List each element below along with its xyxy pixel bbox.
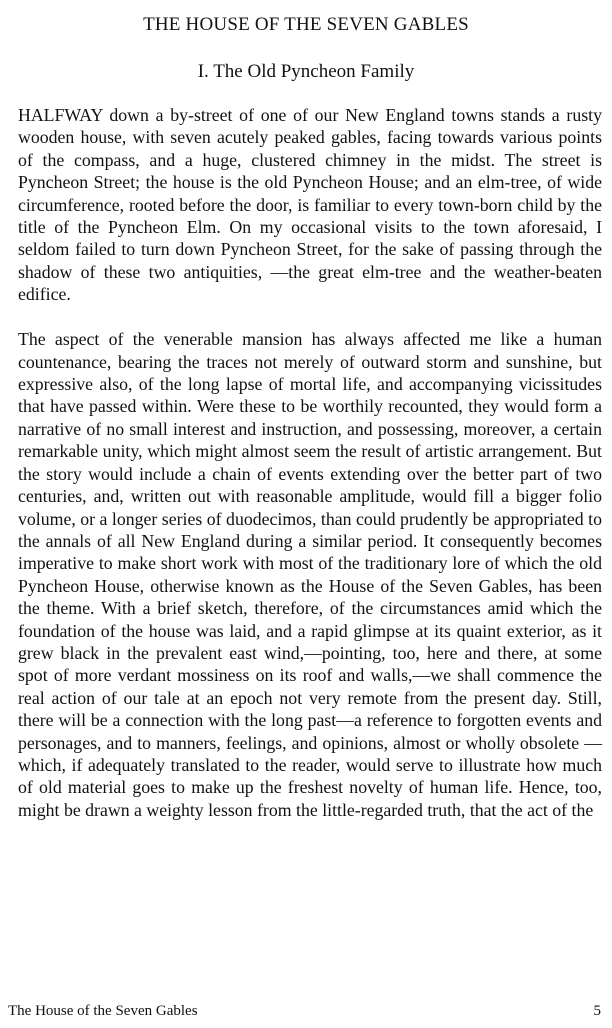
paragraph-2: The aspect of the venerable mansion has always affected me like a human countenance, bearing the traces not merely of outward storm and sunshine, but expressive also, of the long lapse of mortal life, and accompanying vicissitudes that have passed within. Were these to be worthily recounted, they would form a narrative of no small interest and instruction, and possessing, moreover, a certain remarkable unity, which might almost seem the result of artistic arrangement. But the story would include a chain of events extending over the better part of two centuries, and, written out with reasonable amplitude, would fill a bigger folio volume, or a longer series of duodecimos, than could prudently be appropriated to the annals of all New England during a similar period. It consequently becomes imperative to make short work with most of the traditionary lore of which the old Pyncheon House, otherwise known as the House of the Seven Gables, has been the theme. With a brief sketch, therefore, of the circumstances amid which the foundation of the house was laid, and a rapid glimpse at its quaint exterior, as it grew black in the prevalent east wind,—pointing, too, here and there, at some spot of more verdant mossiness on its roof and walls,—we shall commence the real action of our tale at an epoch not very remote from the present day. Still, there will be a connection with the long past—a reference to forgotten events and personages, and to manners, feelings, and opinions, almost or wholly obsolete —which, if adequately translated to the reader, would serve to illustrate how much of old material goes to make up the freshest novelty of human life. Hence, too, might be drawn a weighty lesson from the little-regarded truth, that the act of the: [18, 329, 602, 820]
body-text: [18, 104, 602, 844]
paragraph-1: HALFWAY down a by-street of one of our New England towns stands a rusty wooden house, with seven acutely peaked gables, facing towards various points of the compass, and a huge, clustered chimney in the midst. The street is Pyncheon Street; the house is the old Pyncheon House; and an elm-tree, of wide circumference, rooted before the door, is familiar to every town-born child by the title of the Pyncheon Elm. On my occasional visits to the town aforesaid, I seldom failed to turn down Pyncheon Street, for the sake of passing through the shadow of these two antiquities, —the great elm-tree and the weather-beaten edifice.: [18, 105, 602, 305]
footer-running-title: The House of the Seven Gables: [8, 1003, 198, 1019]
chapter-title: I. The Old Pyncheon Family: [197, 61, 415, 82]
book-title: THE HOUSE OF THE SEVEN GABLES: [143, 14, 469, 35]
page-number: 5: [593, 1003, 601, 1019]
